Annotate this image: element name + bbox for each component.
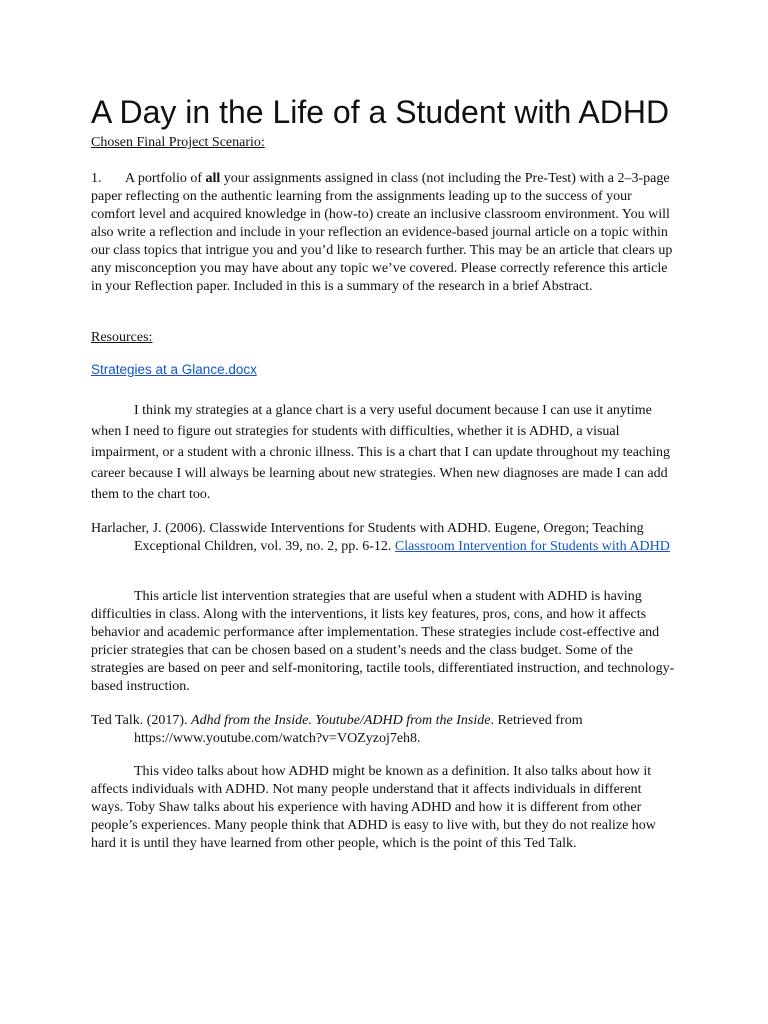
document-title: A Day in the Life of a Student with ADHD (91, 94, 670, 130)
classroom-intervention-link[interactable]: Classroom Intervention for Students with ADHD (394, 539, 670, 554)
citation-harlacher-text: Harlacher, J. (2006). Classwide Interventions for Students with ADHD. Eugene, Oregon; Teaching Exceptional Children, vol. 39, no. 2, pp. 6-12. (91, 521, 644, 554)
scenario-number: 1. (91, 171, 102, 186)
citation-ted-suffix: . Retrieved from https://www.youtube.com/watch?v=VOZyzoj7eh8. (134, 713, 583, 746)
strategies-file-link[interactable]: Strategies at a Glance.docx (91, 362, 257, 377)
scenario-text-before: A portfolio of (125, 171, 206, 186)
scenario-paragraph (91, 170, 676, 296)
scenario-bold-word: all (205, 171, 221, 186)
citation-ted-title: Adhd from the Inside. Youtube/ADHD from the Inside (191, 713, 491, 728)
summary-harlacher: This article list intervention strategies that are useful when a student with ADHD is having difficulties in class. Along with the interventions, it lists key features, pros, cons, and how it affects behavior and academic performance after implementation. These strategies include cost-effective and pricier strategies that can be chosen based on a student’s needs and the class budget. Some of the strategies are based on peer and self-monitoring, tactile tools, differentiated instruction, and technology-based instruction. (91, 589, 675, 694)
citation-harlacher (91, 520, 676, 556)
scenario-text-after: your assignments assigned in class (not including the Pre-Test) with a 2–3-page paper reflecting on the authentic learning from the assignments leading up to the success of your comfort level and acquired knowledge in (how-to) create an inclusive classroom environment. You will also write a reflection and include in your reflection an evidence-based journal article on a topic within our class topics that intrigue you and you’d like to research further. This may be an article that clears up any misconception you may have about any topic we’ve covered. Please correctly reference this article in your Reflection paper. Included in this is a summary of the research in a brief Abstract. (91, 171, 673, 294)
citation-ted-talk (91, 712, 676, 748)
resources-heading: Resources: (91, 330, 153, 345)
summary-ted-talk: This video talks about how ADHD might be known as a definition. It also talks about how it affects individuals with ADHD. Not many people understand that it affects individuals in different ways. Toby Shaw talks about his experience with having ADHD and how it is different from other people’s experiences. Many people think that ADHD is easy to live with, but they do not realize how hard it is until they have learned from other people, which is the point of this Ted Talk. (91, 764, 656, 851)
citation-ted-prefix: Ted Talk. (2017). (91, 713, 192, 728)
reflection-paragraph: I think my strategies at a glance chart is a very useful document because I can use it anytime when I need to figure out strategies for students with difficulties, whether it is ADHD, a visual impairment, or a student with a chronic illness. This is a chart that I can update throughout my teaching career because I will always be learning about new strategies. When new diagnoses are made I can add them to the chart too. (91, 403, 671, 502)
scenario-heading: Chosen Final Project Scenario: (91, 135, 265, 150)
